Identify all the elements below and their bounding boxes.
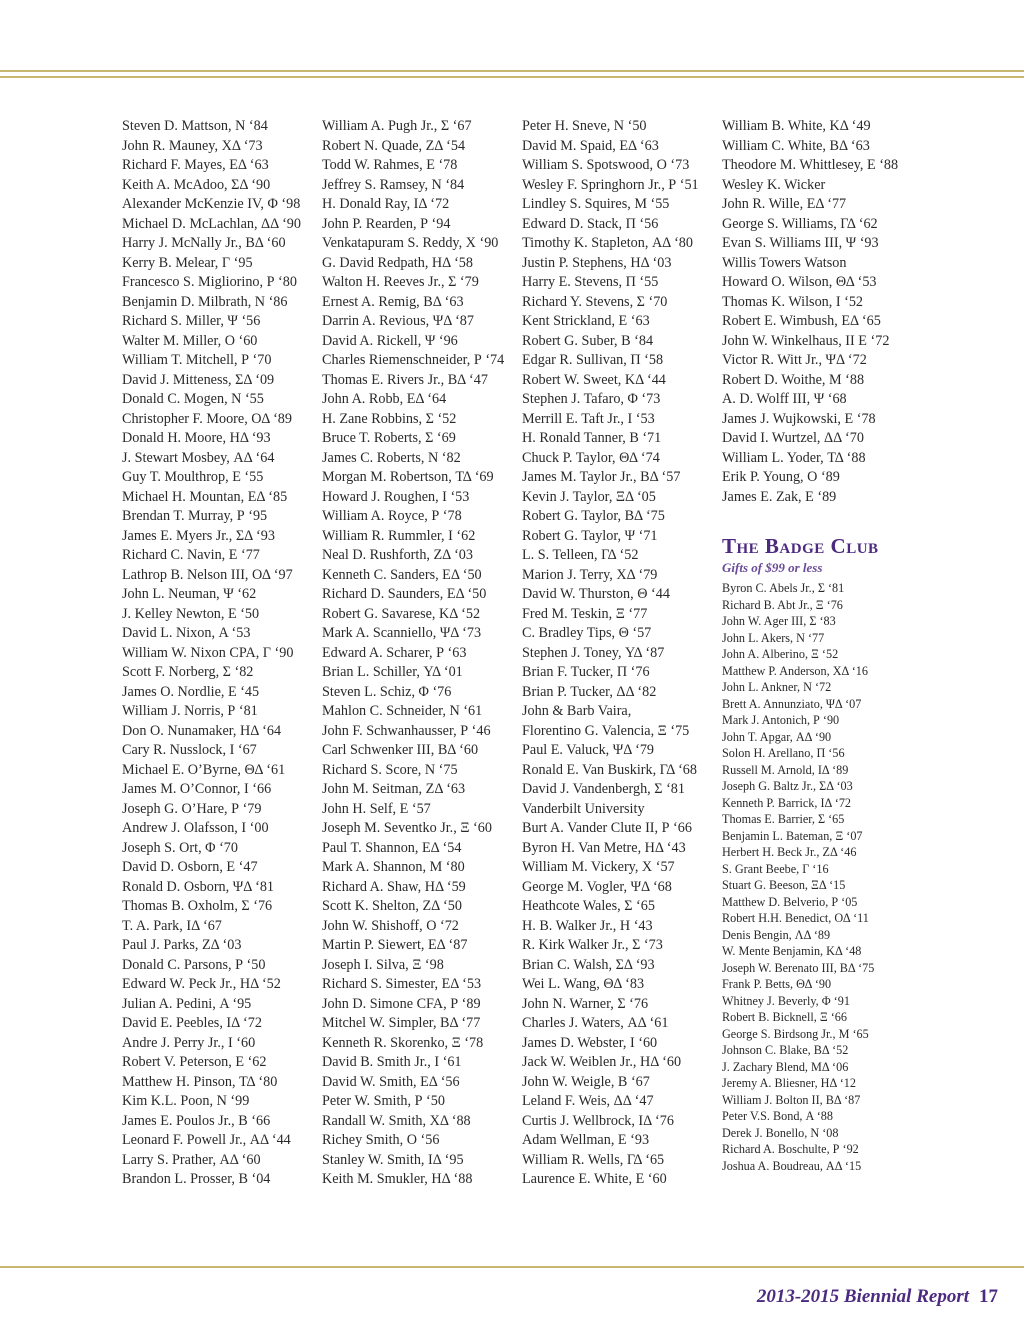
donor-name: Paul J. Parks, ΖΔ ‘03 [122, 937, 242, 953]
badge-club-donor: Joshua A. Boudreau, ΑΔ ‘15 [722, 1158, 862, 1173]
donor-name: Evan S. Williams III, Ψ ‘93 [722, 235, 879, 251]
donor-name: Robert G. Savarese, ΚΔ ‘52 [322, 605, 481, 622]
badge-club-donor: Richard B. Abt Jr., Ξ ‘76 [722, 597, 843, 612]
donor-name: Jeffrey S. Ramsey, Ν ‘84 [322, 176, 465, 193]
badge-club-donor: Joseph W. Berenato III, ΒΔ ‘75 [722, 960, 875, 975]
donor-name: Kim K.L. Poon, Ν ‘99 [122, 1093, 250, 1109]
badge-club-donor: John T. Apgar, ΑΔ ‘90 [722, 729, 832, 744]
donor-name: Mark A. Scanniello, ΨΔ ‘73 [322, 625, 482, 641]
donor-name: Mitchel W. Simpler, ΒΔ ‘77 [322, 1015, 481, 1031]
donor-name: John H. Self, Ε ‘57 [322, 800, 431, 817]
donor-name: John W. Shishoff, Ο ‘72 [322, 917, 459, 934]
donor-name: Walton H. Reeves Jr., Σ ‘79 [322, 274, 479, 290]
donor-name: Donald C. Mogen, Ν ‘55 [122, 391, 264, 407]
donor-name: Thomas K. Wilson, Ι ‘52 [722, 293, 864, 310]
donor-name: Edgar R. Sullivan, Π ‘58 [522, 352, 664, 368]
donor-name: Paul T. Shannon, ΕΔ ‘54 [322, 839, 462, 856]
donor-name: Julian A. Pedini, Α ‘95 [122, 995, 252, 1012]
badge-club-donor: J. Zachary Blend, ΜΔ ‘06 [722, 1059, 849, 1074]
donor-name: Wesley K. Wicker [722, 176, 826, 193]
donor-name: Harry J. McNally Jr., ΒΔ ‘60 [122, 235, 286, 251]
donor-name: Chuck P. Taylor, ΘΔ ‘74 [522, 449, 660, 466]
donor-name: William B. White, ΚΔ ‘49 [722, 118, 871, 134]
donor-name: Edward W. Peck Jr., ΗΔ ‘52 [122, 976, 281, 992]
donor-name: Christopher F. Moore, ΟΔ ‘89 [122, 410, 292, 427]
donor-name: Timothy K. Stapleton, ΑΔ ‘80 [522, 235, 693, 251]
donor-name: Scott K. Shelton, ΖΔ ‘50 [322, 898, 462, 914]
donor-name: Francesco S. Migliorino, Ρ ‘80 [122, 274, 297, 290]
donor-name: James C. Roberts, Ν ‘82 [322, 449, 461, 466]
donor-name: James M. Taylor Jr., ΒΔ ‘57 [522, 469, 681, 485]
donor-column-4 [722, 117, 922, 1174]
donor-name: Neal D. Rushforth, ΖΔ ‘03 [322, 547, 473, 563]
badge-club-title: The Badge Club [722, 534, 879, 558]
donor-name: John W. Winkelhaus, II Ε ‘72 [722, 332, 890, 349]
badge-club-donor: Mark J. Antonich, Ρ ‘90 [722, 713, 840, 727]
donor-name: R. Kirk Walker Jr., Σ ‘73 [522, 937, 663, 953]
donor-name: Robert V. Peterson, Ε ‘62 [122, 1054, 267, 1070]
donor-list [322, 117, 522, 1190]
donor-name: Thomas E. Rivers Jr., ΒΔ ‘47 [322, 371, 488, 388]
donor-name: Richard F. Mayes, ΕΔ ‘63 [122, 157, 269, 173]
badge-club-list [722, 580, 922, 1174]
donor-name: Edward D. Stack, Π ‘56 [522, 215, 659, 232]
donor-name: Peter W. Smith, Ρ ‘50 [322, 1093, 445, 1109]
badge-club-donor: Thomas E. Barrier, Σ ‘65 [722, 812, 845, 826]
donor-name: James D. Webster, Ι ‘60 [522, 1034, 658, 1051]
donor-name: Ronald E. Van Buskirk, ΓΔ ‘68 [522, 761, 697, 778]
donor-name: David W. Smith, ΕΔ ‘56 [322, 1073, 460, 1090]
donor-name: Heathcote Wales, Σ ‘65 [522, 898, 655, 914]
donor-name: Michael E. O’Byrne, ΘΔ ‘61 [122, 761, 286, 778]
donor-name: Michael H. Mountan, ΕΔ ‘85 [122, 488, 288, 505]
donor-name: Venkatapuram S. Reddy, Χ ‘90 [322, 235, 499, 251]
donor-name: Stanley W. Smith, ΙΔ ‘95 [322, 1151, 464, 1168]
donor-name: Richard S. Simester, ΕΔ ‘53 [322, 976, 482, 992]
donor-name: David L. Nixon, Α ‘53 [122, 625, 251, 641]
badge-club-subtitle: Gifts of $99 or less [722, 560, 823, 575]
donor-column-2 [322, 117, 522, 1190]
donor-name: Wesley F. Springhorn Jr., Ρ ‘51 [522, 176, 699, 193]
badge-club-donor: Byron C. Abels Jr., Σ ‘81 [722, 581, 845, 595]
donor-name: John R. Mauney, ΧΔ ‘73 [122, 137, 263, 154]
donor-name: Bruce T. Roberts, Σ ‘69 [322, 430, 456, 446]
donor-name: G. David Redpath, ΗΔ ‘58 [322, 254, 473, 271]
donor-name: Robert G. Taylor, ΒΔ ‘75 [522, 508, 665, 524]
donor-name: William M. Vickery, Χ ‘57 [522, 859, 675, 875]
badge-club-donor: Derek J. Bonello, Ν ‘08 [722, 1125, 839, 1140]
donor-name: Jack W. Weiblen Jr., ΗΔ ‘60 [522, 1054, 682, 1070]
donor-name: Stephen J. Tafaro, Φ ‘73 [522, 391, 661, 407]
donor-name: Richard S. Miller, Ψ ‘56 [122, 313, 261, 329]
donor-name: Marion J. Terry, ΧΔ ‘79 [522, 566, 658, 583]
donor-name: Kenneth R. Skorenko, Ξ ‘78 [322, 1034, 484, 1051]
donor-name: Brendan T. Murray, Ρ ‘95 [122, 508, 268, 524]
donor-name: Edward A. Scharer, Ρ ‘63 [322, 644, 467, 661]
donor-name: Burt A. Vander Clute II, Ρ ‘66 [522, 820, 692, 836]
donor-name: Robert G. Taylor, Ψ ‘71 [522, 527, 658, 544]
donor-name: William W. Nixon CPA, Γ ‘90 [122, 644, 294, 661]
badge-club-donor: Robert B. Bicknell, Ξ ‘66 [722, 1010, 847, 1024]
donor-name: Don O. Nunamaker, ΗΔ ‘64 [122, 722, 282, 739]
badge-club-donor: Denis Bengin, ΛΔ ‘89 [722, 927, 831, 942]
donor-name: Willis Towers Watson [722, 254, 847, 271]
donor-name: David J. Vandenbergh, Σ ‘81 [522, 781, 685, 797]
donor-list [122, 117, 322, 1190]
donor-name: David I. Wurtzel, ΔΔ ‘70 [722, 430, 864, 446]
donor-name: James E. Poulos Jr., Β ‘66 [122, 1112, 271, 1129]
donor-name: Robert G. Suber, Β ‘84 [522, 332, 654, 349]
donor-name: Steven D. Mattson, Ν ‘84 [122, 118, 268, 134]
badge-club-donor: Stuart G. Beeson, ΞΔ ‘15 [722, 878, 846, 892]
badge-club-donor: Benjamin L. Bateman, Ξ ‘07 [722, 828, 863, 843]
donor-name: Howard J. Roughen, Ι ‘53 [322, 488, 470, 505]
donor-name: Leland F. Weis, ΔΔ ‘47 [522, 1093, 654, 1109]
donor-name: Keith A. McAdoo, ΣΔ ‘90 [122, 176, 271, 193]
badge-club-donor: Joseph G. Baltz Jr., ΣΔ ‘03 [722, 779, 853, 793]
donor-name: David E. Peebles, ΙΔ ‘72 [122, 1015, 262, 1031]
donor-name: Brian F. Tucker, Π ‘76 [522, 664, 650, 680]
donor-name: Guy T. Moulthrop, Ε ‘55 [122, 469, 264, 485]
donor-name: Ronald D. Osborn, ΨΔ ‘81 [122, 878, 275, 895]
donor-name: H. Zane Robbins, Σ ‘52 [322, 410, 457, 427]
donor-name: Florentino G. Valencia, Ξ ‘75 [522, 722, 690, 739]
donor-name: David M. Spaid, ΕΔ ‘63 [522, 137, 659, 154]
donor-name: William L. Yoder, ΤΔ ‘88 [722, 449, 866, 466]
donor-name: Mahlon C. Schneider, Ν ‘61 [322, 703, 483, 719]
badge-club-donor: Solon H. Arellano, Π ‘56 [722, 746, 845, 760]
donor-name: Donald H. Moore, ΗΔ ‘93 [122, 430, 271, 446]
donor-name: David B. Smith Jr., Ι ‘61 [322, 1054, 462, 1070]
donor-name: William R. Rummler, Ι ‘62 [322, 527, 476, 544]
donor-name: Todd W. Rahmes, Ε ‘78 [322, 157, 458, 173]
donor-name: Ernest A. Remig, ΒΔ ‘63 [322, 293, 464, 310]
donor-name: Lindley S. Squires, Μ ‘55 [522, 196, 670, 212]
donor-name: Richard A. Shaw, ΗΔ ‘59 [322, 878, 466, 895]
donor-name: Paul E. Valuck, ΨΔ ‘79 [522, 742, 655, 758]
donor-name: Harry E. Stevens, Π ‘55 [522, 274, 659, 290]
donor-name: William R. Wells, ΓΔ ‘65 [522, 1151, 665, 1168]
donor-name: George S. Williams, ΓΔ ‘62 [722, 215, 878, 232]
donor-name: William T. Mitchell, Ρ ‘70 [122, 352, 272, 368]
donor-name: Stephen J. Toney, ΥΔ ‘87 [522, 644, 665, 661]
donor-name: Michael D. McLachlan, ΔΔ ‘90 [122, 215, 301, 232]
page-number: 17 [979, 1286, 998, 1307]
donor-name: Andre J. Perry Jr., Ι ‘60 [122, 1034, 256, 1051]
badge-club-donor: Kenneth P. Barrick, ΙΔ ‘72 [722, 795, 852, 810]
donor-name: William A. Royce, Ρ ‘78 [322, 508, 462, 524]
donor-name: Randall W. Smith, ΧΔ ‘88 [322, 1112, 471, 1129]
donor-name: Joseph S. Ort, Φ ‘70 [122, 839, 238, 856]
donor-name: David D. Osborn, Ε ‘47 [122, 859, 258, 875]
donor-name: William C. White, ΒΔ ‘63 [722, 137, 870, 154]
donor-name: Darrin A. Revious, ΨΔ ‘87 [322, 313, 474, 329]
badge-club-donor: Johnson C. Blake, ΒΔ ‘52 [722, 1043, 849, 1057]
donor-name: Joseph G. O’Hare, Ρ ‘79 [122, 800, 262, 817]
donor-name: James M. O’Connor, Ι ‘66 [122, 781, 272, 797]
badge-club-donor: Frank P. Betts, ΘΔ ‘90 [722, 977, 832, 991]
donor-name: T. A. Park, ΙΔ ‘67 [122, 917, 222, 934]
donor-name: John N. Warner, Σ ‘76 [522, 995, 649, 1012]
donor-name: Leonard F. Powell Jr., ΑΔ ‘44 [122, 1132, 291, 1148]
donor-name: Donald C. Parsons, Ρ ‘50 [122, 956, 266, 973]
donor-name: Adam Wellman, Ε ‘93 [522, 1132, 650, 1148]
donor-name: Richard D. Saunders, ΕΔ ‘50 [322, 586, 487, 602]
donor-name: Laurence E. White, Ε ‘60 [522, 1171, 667, 1187]
donor-name: James J. Wujkowski, Ε ‘78 [722, 410, 876, 427]
donor-name: Charles Riemenschneider, Ρ ‘74 [322, 352, 505, 368]
donor-name: William J. Norris, Ρ ‘81 [122, 703, 258, 719]
badge-club-donor: George S. Birdsong Jr., Μ ‘65 [722, 1026, 869, 1041]
donor-name: Victor R. Witt Jr., ΨΔ ‘72 [722, 352, 867, 368]
donor-name: John & Barb Vaira, [522, 703, 632, 719]
donor-name: Wei L. Wang, ΘΔ ‘83 [522, 976, 645, 992]
donor-name: H. Ronald Tanner, Β ‘71 [522, 430, 662, 446]
donor-name: Richard C. Navin, Ε ‘77 [122, 547, 260, 563]
donor-name: John D. Simone CFA, Ρ ‘89 [322, 995, 481, 1012]
donor-name: Andrew J. Olafsson, Ι ‘00 [122, 820, 269, 836]
donor-name: Peter H. Sneve, Ν ‘50 [522, 118, 647, 134]
donor-name: Charles J. Waters, ΑΔ ‘61 [522, 1015, 669, 1031]
donor-name: H. B. Walker Jr., Η ‘43 [522, 917, 653, 934]
donor-name: Richard Y. Stevens, Σ ‘70 [522, 293, 668, 310]
donor-list [522, 117, 722, 1190]
donor-name: William S. Spotswood, Ο ‘73 [522, 157, 690, 173]
donor-name: John L. Neuman, Ψ ‘62 [122, 586, 257, 602]
badge-club-donor: Peter V.S. Bond, Α ‘88 [722, 1109, 833, 1123]
donor-name: Kerry B. Melear, Γ ‘95 [122, 254, 253, 271]
badge-club-donor: John L. Akers, Ν ‘77 [722, 630, 825, 645]
donor-name: Morgan M. Robertson, ΤΔ ‘69 [322, 469, 494, 485]
donor-name: Brian P. Tucker, ΔΔ ‘82 [522, 683, 657, 700]
donor-name: Scott F. Norberg, Σ ‘82 [122, 664, 254, 680]
donor-name: Benjamin D. Milbrath, Ν ‘86 [122, 293, 288, 310]
top-rule [0, 70, 1024, 78]
badge-club-donor: John W. Ager III, Σ ‘83 [722, 614, 836, 628]
donor-name: Walter M. Miller, Ο ‘60 [122, 332, 258, 349]
donor-name: J. Kelley Newton, Ε ‘50 [122, 605, 260, 622]
donor-name: William A. Pugh Jr., Σ ‘67 [322, 118, 472, 134]
badge-club-donor: Richard A. Boschulte, Ρ ‘92 [722, 1142, 859, 1156]
donor-name: Robert E. Wimbush, ΕΔ ‘65 [722, 313, 881, 329]
donor-name: Martin P. Siewert, ΕΔ ‘87 [322, 937, 468, 953]
donor-name: George M. Vogler, ΨΔ ‘68 [522, 878, 672, 895]
donor-name: Mark A. Shannon, Μ ‘80 [322, 859, 465, 875]
badge-club-donor: John A. Alberino, Ξ ‘52 [722, 647, 839, 661]
donor-name: John P. Rearden, Ρ ‘94 [322, 215, 451, 232]
donor-name: John R. Wille, ΕΔ ‘77 [722, 196, 847, 212]
donor-name: Vanderbilt University [522, 800, 645, 817]
donor-name: Brian L. Schiller, ΥΔ ‘01 [322, 664, 463, 680]
badge-club-donor: John L. Ankner, Ν ‘72 [722, 680, 832, 694]
badge-club-donor: William J. Bolton II, ΒΔ ‘87 [722, 1092, 861, 1107]
badge-club-donor: Matthew P. Anderson, ΧΔ ‘16 [722, 663, 868, 678]
donor-name: David A. Rickell, Ψ ‘96 [322, 332, 458, 349]
donor-name: Carl Schwenker III, ΒΔ ‘60 [322, 742, 479, 758]
donor-name: Kent Strickland, Ε ‘63 [522, 313, 650, 329]
donor-name: John W. Weigle, Β ‘67 [522, 1073, 650, 1090]
donor-name: James O. Nordlie, Ε ‘45 [122, 683, 260, 700]
donor-name: James E. Zak, Ε ‘89 [722, 488, 837, 505]
donor-name: Curtis J. Wellbrock, ΙΔ ‘76 [522, 1112, 674, 1129]
donor-name: Keith M. Smukler, ΗΔ ‘88 [322, 1171, 473, 1187]
donor-name: Kevin J. Taylor, ΞΔ ‘05 [522, 488, 656, 505]
badge-club-donor: Herbert H. Beck Jr., ΖΔ ‘46 [722, 845, 857, 859]
donor-name: Robert D. Woithe, Μ ‘88 [722, 371, 865, 388]
bottom-rule [0, 1266, 1024, 1268]
donor-name: Justin P. Stephens, ΗΔ ‘03 [522, 254, 672, 271]
donor-name: Thomas B. Oxholm, Σ ‘76 [122, 898, 273, 914]
donor-name: John M. Seitman, ΖΔ ‘63 [322, 781, 466, 797]
donor-name: Joseph M. Seventko Jr., Ξ ‘60 [322, 820, 492, 836]
badge-club-donor: Brett A. Annunziato, ΨΔ ‘07 [722, 696, 862, 711]
donor-column-3 [522, 117, 722, 1190]
donor-column-1 [122, 117, 322, 1190]
donor-name: Cary R. Nusslock, Ι ‘67 [122, 742, 257, 758]
donor-name: John A. Robb, ΕΔ ‘64 [322, 391, 447, 407]
donor-name: Kenneth C. Sanders, ΕΔ ‘50 [322, 566, 482, 583]
badge-club-donor: Whitney J. Beverly, Φ ‘91 [722, 993, 850, 1008]
badge-club-donor: W. Mente Benjamin, ΚΔ ‘48 [722, 944, 862, 958]
donor-name: David W. Thurston, Θ ‘44 [522, 586, 670, 602]
donor-list [722, 117, 922, 507]
donor-name: Robert N. Quade, ΖΔ ‘54 [322, 137, 466, 154]
donor-name: Theodore M. Whittlesey, Ε ‘88 [722, 157, 899, 173]
donor-name: A. D. Wolff III, Ψ ‘68 [722, 391, 847, 407]
donor-name: L. S. Telleen, ΓΔ ‘52 [522, 547, 639, 563]
donor-name: H. Donald Ray, ΙΔ ‘72 [322, 196, 450, 212]
donor-name: Howard O. Wilson, ΘΔ ‘53 [722, 274, 877, 290]
donor-name: Richard S. Score, Ν ‘75 [322, 761, 458, 778]
badge-club-donor: Jeremy A. Bliesner, ΗΔ ‘12 [722, 1076, 856, 1090]
donor-name: Larry S. Prather, ΑΔ ‘60 [122, 1151, 261, 1168]
donor-name: Brian C. Walsh, ΣΔ ‘93 [522, 956, 655, 973]
badge-club-donor: Robert H.H. Benedict, ΟΔ ‘11 [722, 911, 869, 925]
donor-name: Robert W. Sweet, ΚΔ ‘44 [522, 371, 666, 388]
donor-name: Byron H. Van Metre, ΗΔ ‘43 [522, 839, 686, 856]
donor-name: Lathrop B. Nelson III, ΟΔ ‘97 [122, 566, 293, 583]
donor-name: Brandon L. Prosser, Β ‘04 [122, 1171, 271, 1187]
badge-club-donor: S. Grant Beebe, Γ ‘16 [722, 861, 829, 876]
badge-club-donor: Russell M. Arnold, ΙΔ ‘89 [722, 762, 849, 777]
donor-name: Steven L. Schiz, Φ ‘76 [322, 683, 452, 700]
donor-name: Erik P. Young, Ο ‘89 [722, 469, 840, 485]
donor-name: Matthew H. Pinson, ΤΔ ‘80 [122, 1073, 278, 1090]
report-title: 2013-2015 Biennial Report [756, 1286, 969, 1307]
donor-name: John F. Schwanhausser, Ρ ‘46 [322, 722, 491, 739]
page-footer [757, 1286, 998, 1308]
donor-name: James E. Myers Jr., ΣΔ ‘93 [122, 527, 275, 544]
donor-name: J. Stewart Mosbey, ΑΔ ‘64 [122, 449, 275, 466]
donor-name: Fred M. Teskin, Ξ ‘77 [522, 605, 648, 622]
donor-name: C. Bradley Tips, Θ ‘57 [522, 625, 652, 641]
donor-name: Richey Smith, Ο ‘56 [322, 1132, 440, 1148]
badge-club-donor: Matthew D. Belverio, Ρ ‘05 [722, 894, 858, 909]
donor-name: Merrill E. Taft Jr., Ι ‘53 [522, 410, 655, 427]
donor-name: David J. Mitteness, ΣΔ ‘09 [122, 371, 275, 388]
donor-name: Alexander McKenzie IV, Φ ‘98 [122, 196, 301, 212]
donor-name: Joseph I. Silva, Ξ ‘98 [322, 956, 444, 973]
